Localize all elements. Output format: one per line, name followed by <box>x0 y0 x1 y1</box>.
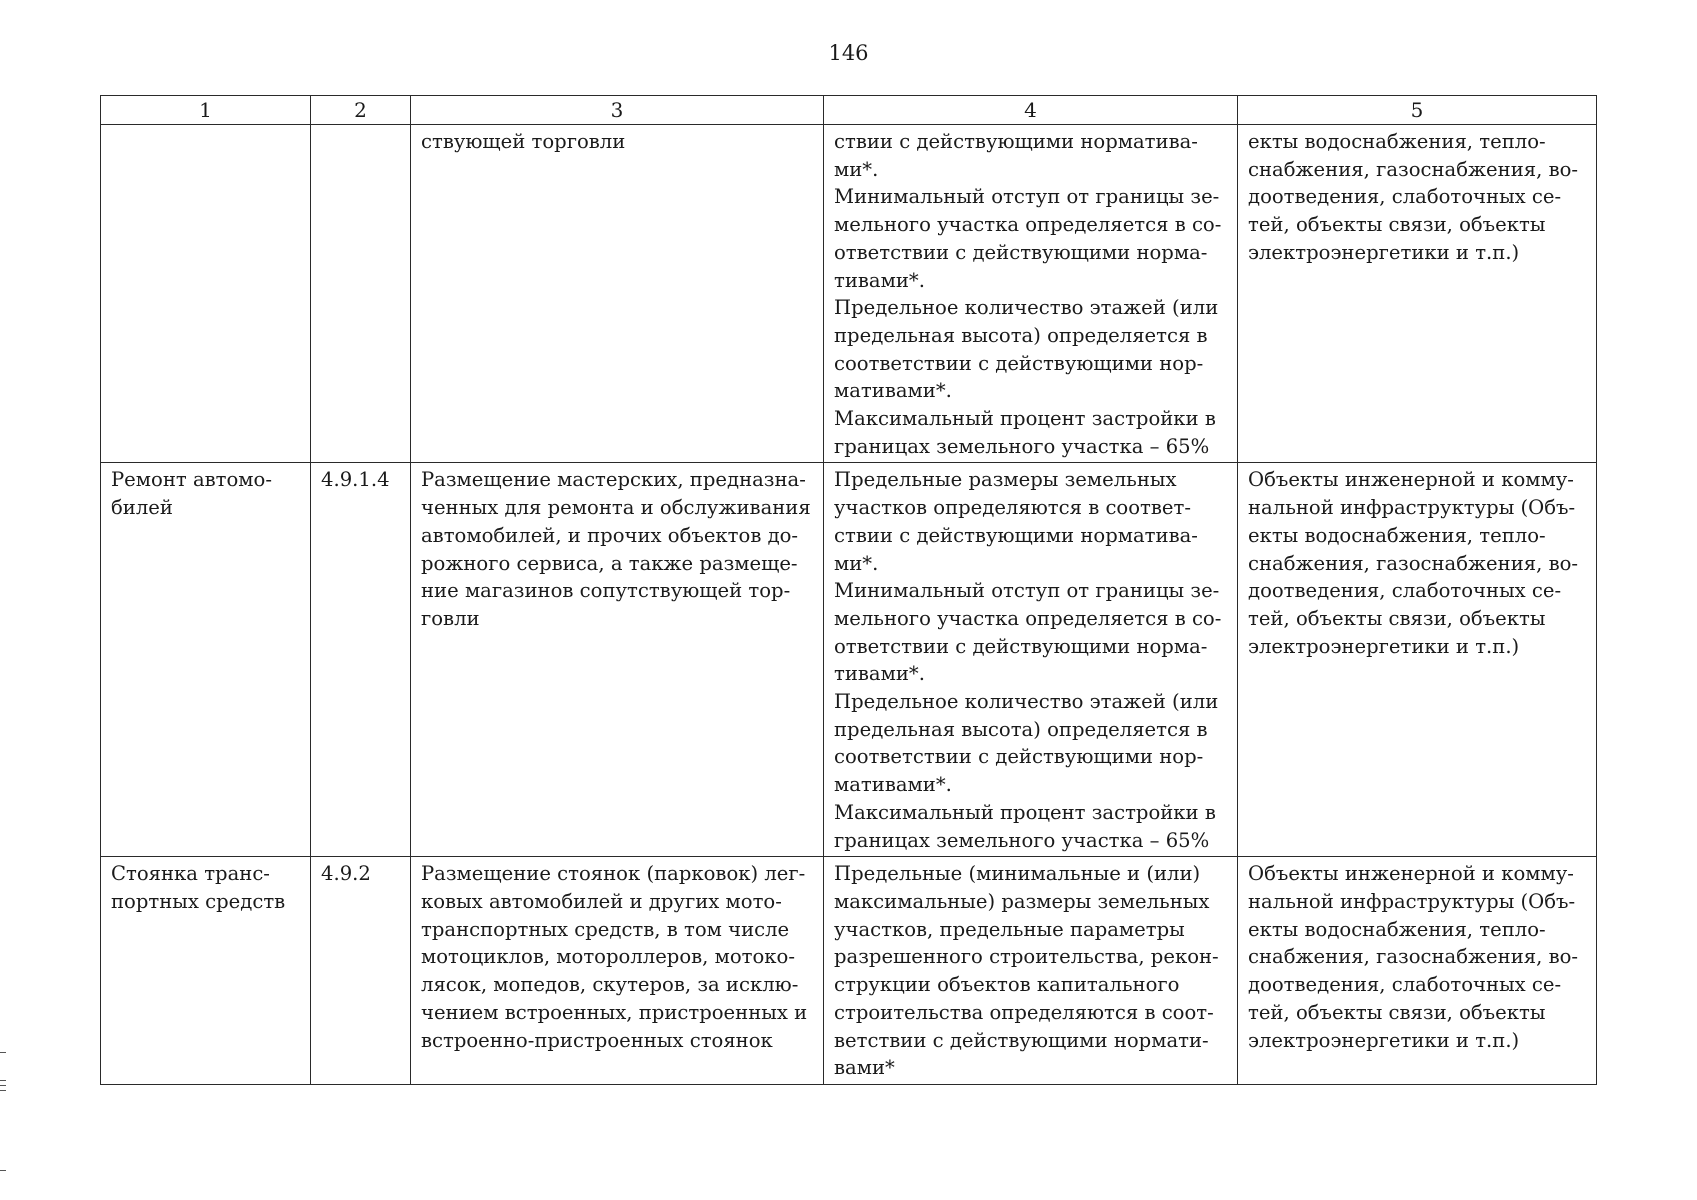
table-row <box>101 125 1597 463</box>
use-name-cell: Стоянка транс- портных средств <box>101 857 311 1085</box>
auxiliary-objects-cell: екты водоснабжения, тепло- снабжения, газоснабжения, во- доотведения, слаботочных се- тей, объекты связи, объекты электроэнергетики и т.п.) <box>1238 125 1597 463</box>
parameters-cell: ствии с действующими норматива- ми*. Минимальный отступ от границы зе- мельного участка определяется в со- ответствии с действующими норма- тивами*. Предельное количество этажей (или предельная высота) определяется в соответствии с действующими нор- мативами*. Максимальный процент застройки в границах земельного участка – 65% <box>824 125 1238 463</box>
auxiliary-objects-cell: Объекты инженерной и комму- нальной инфраструктуры (Объ- екты водоснабжения, тепло- снабжения, газоснабжения, во- доотведения, слаботочных се- тей, объекты связи, объекты электроэнергетики и т.п.) <box>1238 857 1597 1085</box>
use-code-cell <box>311 125 411 463</box>
scan-edge-mark <box>0 1052 6 1053</box>
scan-edge-mark <box>0 1085 6 1086</box>
use-name-cell <box>101 125 311 463</box>
use-description-cell: Размещение мастерских, предназна- ченных для ремонта и обслуживания автомобилей, и прочих объектов до- рожного сервиса, а также размеще- ние магазинов сопутствующей тор- говли <box>411 463 824 857</box>
parameters-cell: Предельные размеры земельных участков определяются в соответ- ствии с действующими норматива- ми*. Минимальный отступ от границы зе- мельного участка определяется в со- ответствии с действующими норма- тивами*. Предельное количество этажей (или предельная высота) определяется в соответствии с действующими нор- мативами*. Максимальный процент застройки в границах земельного участка – 65% <box>824 463 1238 857</box>
table-row <box>101 463 1597 857</box>
column-header: 2 <box>311 96 411 125</box>
auxiliary-objects-cell: Объекты инженерной и комму- нальной инфраструктуры (Объ- екты водоснабжения, тепло- снабжения, газоснабжения, во- доотведения, слаботочных се- тей, объекты связи, объекты электроэнергетики и т.п.) <box>1238 463 1597 857</box>
table-header-row <box>101 96 1597 125</box>
table-row <box>101 857 1597 1085</box>
scan-edge-mark <box>0 1090 6 1091</box>
column-header: 5 <box>1238 96 1597 125</box>
use-code-cell: 4.9.2 <box>311 857 411 1085</box>
parameters-cell: Предельные (минимальные и (или) максимальные) размеры земельных участков, предельные параметры разрешенного строительства, рекон- струкции объектов капитального строительства определяются в соот- ветствии с действующими нормати- вами* <box>824 857 1238 1085</box>
use-code-cell: 4.9.1.4 <box>311 463 411 857</box>
column-header: 4 <box>824 96 1238 125</box>
use-name-cell: Ремонт автомо- билей <box>101 463 311 857</box>
regulations-table <box>100 95 1597 1085</box>
scan-edge-mark <box>0 1080 6 1081</box>
use-description-cell: Размещение стоянок (парковок) лег- ковых автомобилей и других мото- транспортных средств, в том числе мотоциклов, мотороллеров, мотоко- лясок, мопедов, скутеров, за исклю- чением встроенных, пристроенных и встроенно-пристроенных стоянок <box>411 857 824 1085</box>
scan-edge-mark <box>0 1170 6 1171</box>
column-header: 3 <box>411 96 824 125</box>
use-description-cell: ствующей торговли <box>411 125 824 463</box>
column-header: 1 <box>101 96 311 125</box>
page-number: 146 <box>828 41 869 65</box>
